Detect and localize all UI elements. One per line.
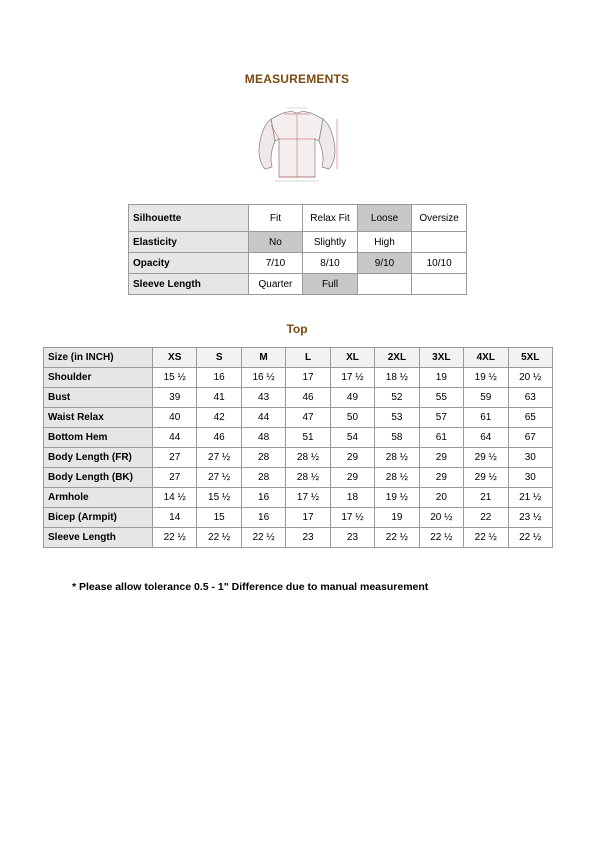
table-row [44,428,553,448]
table-row [44,388,553,408]
attribute-option: 10/10 [412,253,467,274]
measurement-value: 67 [508,428,553,448]
measurement-value: 28 ½ [375,468,419,488]
measurement-value: 48 [241,428,285,448]
measurement-value: 14 [153,508,197,528]
measurement-value: 30 [508,448,553,468]
measurement-value: 46 [286,388,330,408]
measurement-label: Bottom Hem [44,428,153,448]
measurement-value: 29 ½ [464,448,508,468]
attribute-row [129,253,467,274]
measurement-value: 22 [464,508,508,528]
measurement-value: 49 [330,388,374,408]
measurement-value: 16 [197,368,241,388]
measurement-value: 21 [464,488,508,508]
measurement-value: 28 [241,448,285,468]
measurement-value: 22 ½ [464,528,508,548]
measurement-value: 16 [241,488,285,508]
measurement-value: 28 ½ [286,448,330,468]
measurement-value: 17 ½ [286,488,330,508]
measurement-value: 17 [286,368,330,388]
measurement-value: 63 [508,388,553,408]
attribute-option: High [357,232,411,253]
measurement-value: 22 ½ [508,528,553,548]
attribute-option: Relax Fit [303,205,358,232]
table-row [44,488,553,508]
attribute-option: Slightly [303,232,358,253]
attribute-option: 7/10 [248,253,303,274]
measurement-value: 43 [241,388,285,408]
size-chart-table [43,347,553,548]
measurement-value: 19 [375,508,419,528]
size-header: 2XL [375,348,419,368]
measurement-value: 27 ½ [197,468,241,488]
measurement-value: 57 [419,408,463,428]
attribute-row [129,205,467,232]
size-header: 3XL [419,348,463,368]
measurement-value: 27 [153,468,197,488]
measurement-value: 42 [197,408,241,428]
size-header: L [286,348,330,368]
measurement-value: 53 [375,408,419,428]
table-row [44,508,553,528]
measurement-value: 23 ½ [508,508,553,528]
attribute-label: Elasticity [129,232,249,253]
measurement-value: 44 [241,408,285,428]
measurement-value: 16 [241,508,285,528]
measurement-value: 29 ½ [464,468,508,488]
measurement-value: 50 [330,408,374,428]
measurement-value: 29 [330,468,374,488]
measurement-value: 61 [419,428,463,448]
size-header-label: Size (in INCH) [44,348,153,368]
measurement-value: 23 [330,528,374,548]
measurement-value: 19 ½ [464,368,508,388]
measurement-label: Sleeve Length [44,528,153,548]
size-header: M [241,348,285,368]
measurement-value: 65 [508,408,553,428]
measurement-value: 61 [464,408,508,428]
size-header: 5XL [508,348,553,368]
attribute-row [129,232,467,253]
measurement-label: Bust [44,388,153,408]
measurement-value: 40 [153,408,197,428]
measurement-label: Waist Relax [44,408,153,428]
measurement-label: Shoulder [44,368,153,388]
measurement-value: 20 ½ [508,368,553,388]
measurement-value: 47 [286,408,330,428]
measurement-value: 19 [419,368,463,388]
measurement-value: 14 ½ [153,488,197,508]
size-header-row [44,348,553,368]
measurement-value: 15 ½ [197,488,241,508]
attribute-option: 9/10 [357,253,411,274]
measurement-value: 64 [464,428,508,448]
measurement-value: 41 [197,388,241,408]
attribute-option: Quarter [248,274,303,295]
measurement-value: 29 [330,448,374,468]
measurement-value: 22 ½ [419,528,463,548]
attribute-option: Fit [248,205,303,232]
measurement-value: 51 [286,428,330,448]
measurement-value: 16 ½ [241,368,285,388]
table-row [44,468,553,488]
measurement-value: 46 [197,428,241,448]
measurement-value: 17 ½ [330,508,374,528]
attribute-option: 8/10 [303,253,358,274]
attribute-label: Silhouette [129,205,249,232]
measurement-value: 28 ½ [286,468,330,488]
attributes-table [128,204,467,295]
measurement-value: 17 ½ [330,368,374,388]
measurement-value: 58 [375,428,419,448]
measurement-label: Body Length (BK) [44,468,153,488]
measurement-value: 23 [286,528,330,548]
measurement-value: 18 ½ [375,368,419,388]
measurement-value: 39 [153,388,197,408]
attribute-option [412,232,467,253]
measurement-value: 15 [197,508,241,528]
attribute-option: Oversize [412,205,467,232]
size-header: 4XL [464,348,508,368]
measurement-value: 22 ½ [197,528,241,548]
measurement-value: 18 [330,488,374,508]
measurement-value: 59 [464,388,508,408]
measurement-label: Body Length (FR) [44,448,153,468]
attribute-option: Loose [357,205,411,232]
attribute-option [412,274,467,295]
attribute-label: Sleeve Length [129,274,249,295]
page-title: MEASUREMENTS [244,72,350,86]
table-row [44,368,553,388]
attribute-row [129,274,467,295]
size-header: S [197,348,241,368]
table-row [44,528,553,548]
measurement-value: 29 [419,448,463,468]
size-header: XS [153,348,197,368]
garment-measurement-diagram [245,105,350,187]
measurement-value: 27 [153,448,197,468]
attribute-option: No [248,232,303,253]
tolerance-note: * Please allow tolerance 0.5 - 1" Difference due to manual measurement [72,581,429,593]
section-title: Top [286,322,308,336]
measurement-value: 27 ½ [197,448,241,468]
measurement-label: Bicep (Armpit) [44,508,153,528]
measurement-value: 22 ½ [241,528,285,548]
measurement-label: Armhole [44,488,153,508]
measurement-value: 44 [153,428,197,448]
measurement-value: 15 ½ [153,368,197,388]
attribute-option: Full [303,274,358,295]
attribute-option [357,274,411,295]
attribute-label: Opacity [129,253,249,274]
table-row [44,408,553,428]
measurement-value: 17 [286,508,330,528]
measurement-value: 55 [419,388,463,408]
measurement-value: 22 ½ [375,528,419,548]
measurement-value: 21 ½ [508,488,553,508]
measurement-value: 54 [330,428,374,448]
measurement-value: 30 [508,468,553,488]
measurement-value: 28 [241,468,285,488]
measurement-value: 22 ½ [153,528,197,548]
measurement-value: 20 [419,488,463,508]
measurement-value: 20 ½ [419,508,463,528]
measurement-value: 19 ½ [375,488,419,508]
table-row [44,448,553,468]
measurement-value: 29 [419,468,463,488]
size-header: XL [330,348,374,368]
measurement-value: 52 [375,388,419,408]
measurement-value: 28 ½ [375,448,419,468]
